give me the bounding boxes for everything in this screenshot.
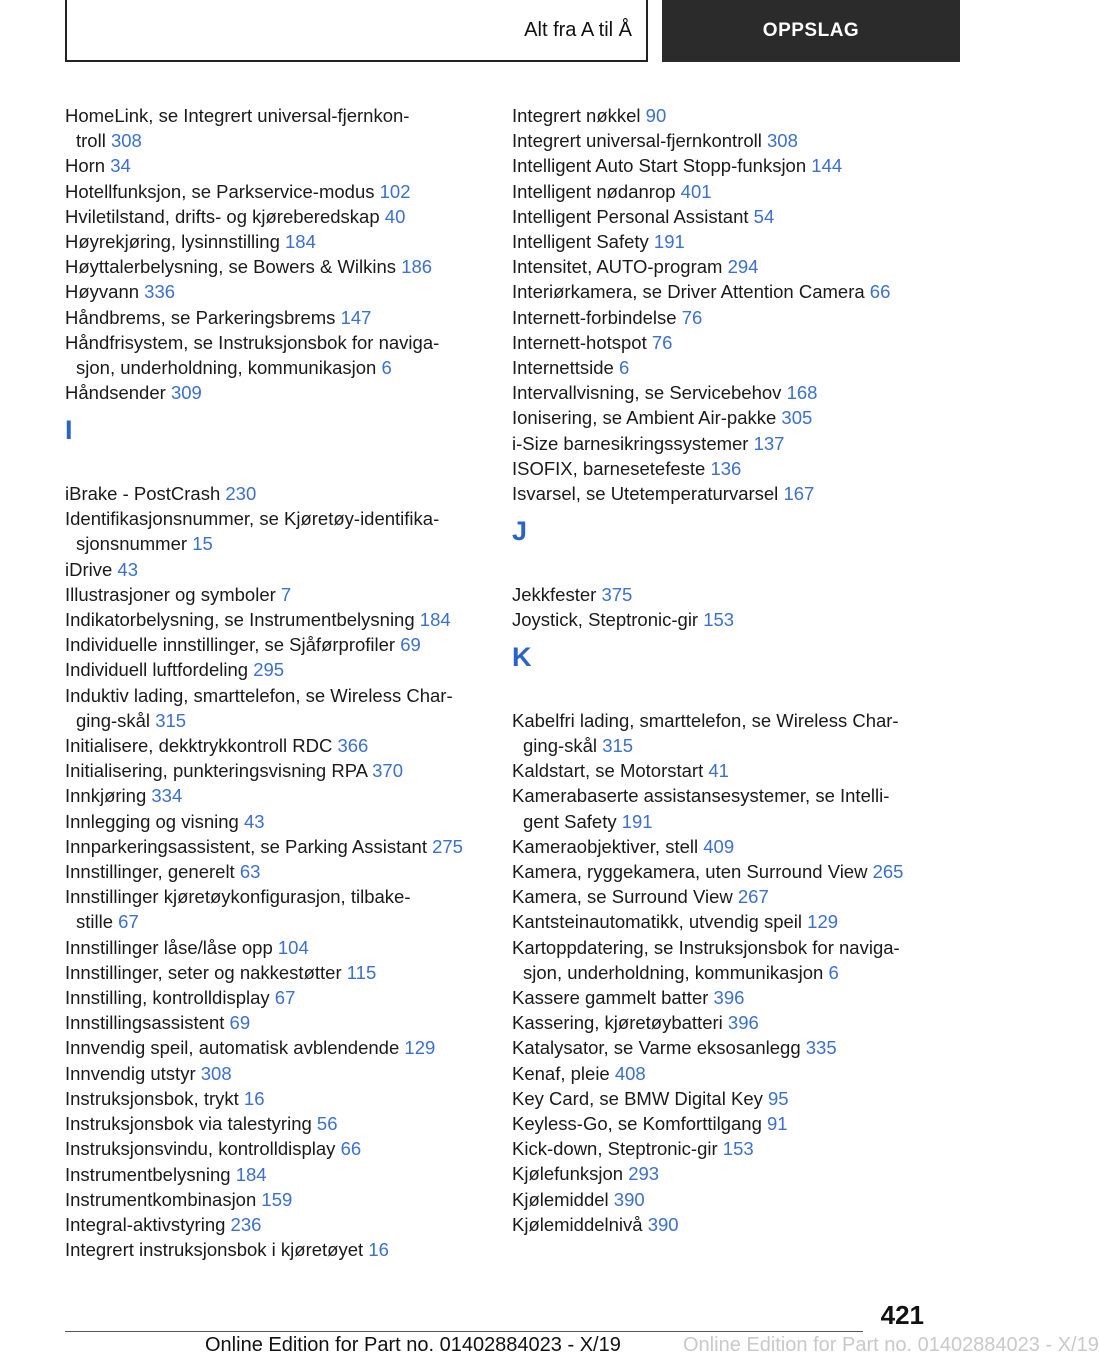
entry-term: Identifikasjonsnummer, se Kjøretøy-identifika- (65, 508, 440, 530)
entry-page-link[interactable]: 370 (372, 760, 403, 782)
entry-term: Innstillinger låse/låse opp (65, 936, 273, 958)
entry-term: Instrumentbelysning (65, 1163, 231, 1185)
entry-page-link[interactable]: 401 (680, 180, 712, 202)
entry-page-link[interactable]: 129 (404, 1037, 436, 1059)
entry-page-link[interactable]: 54 (753, 205, 775, 227)
entry-page-link[interactable]: 230 (225, 483, 257, 505)
entry-page-link[interactable]: 186 (401, 256, 433, 278)
index-entry[interactable] (65, 1187, 515, 1212)
entry-term: Intensitet, AUTO-program (512, 256, 723, 278)
index-entry[interactable] (65, 1111, 515, 1136)
entry-term: Kartoppdatering, se Instruksjonsbok for naviga- (512, 936, 900, 958)
entry-term: ISOFIX, barnesetefeste (512, 457, 706, 479)
entry-term: Innparkeringsassistent, se Parking Assistant (65, 835, 427, 857)
index-entry[interactable] (512, 1086, 962, 1111)
index-entry[interactable] (512, 1161, 962, 1186)
entry-page-link[interactable]: 336 (144, 281, 176, 303)
index-entry[interactable] (65, 1136, 515, 1161)
entry-page-link[interactable]: 115 (346, 961, 377, 983)
entry-page-link[interactable]: 267 (737, 886, 769, 908)
entry-page-link[interactable]: 144 (811, 155, 843, 177)
entry-term: Internett-forbindelse (512, 306, 677, 328)
entry-term: Kick-down, Steptronic-gir (512, 1138, 718, 1160)
entry-term: Innstillingsassistent (65, 1012, 225, 1034)
entry-page-link[interactable]: 315 (602, 735, 634, 757)
header-section-tab (65, 0, 648, 62)
entry-term: Håndbrems, se Parkeringsbrems (65, 306, 336, 328)
entry-term: Internettside (512, 357, 614, 379)
index-entry[interactable] (65, 330, 515, 380)
index-entry[interactable] (512, 153, 962, 178)
index-entry[interactable] (512, 405, 962, 430)
index-column-left (65, 103, 515, 1262)
entry-page-link[interactable]: 63 (239, 861, 261, 883)
entry-page-link[interactable]: 43 (117, 558, 138, 580)
index-entry[interactable] (65, 859, 515, 884)
index-letter-heading: I (65, 415, 73, 446)
index-entry[interactable] (512, 582, 962, 607)
entry-page-link[interactable]: 102 (379, 180, 411, 202)
index-entry[interactable] (512, 1136, 962, 1161)
entry-term: Individuell luftfordeling (65, 659, 249, 681)
entry-term: Indikatorbelysning, se Instrumentbelysning (65, 609, 415, 631)
entry-page-link[interactable]: 184 (235, 1163, 267, 1185)
entry-term: Instruksjonsvindu, kontrolldisplay (65, 1138, 336, 1160)
index-entry[interactable] (512, 128, 962, 153)
entry-term-continued: gent Safety (523, 810, 617, 832)
index-entry[interactable] (65, 733, 515, 758)
entry-page-link[interactable]: 136 (710, 457, 742, 479)
footer-divider (65, 1331, 863, 1332)
entry-page-link[interactable]: 309 (170, 382, 202, 404)
entry-term: Integrert nøkkel (512, 105, 641, 126)
entry-page-link[interactable]: 236 (230, 1213, 262, 1235)
header-chapter-tab (662, 0, 960, 62)
header-chapter-title: OPPSLAG (762, 20, 860, 41)
index-entry[interactable] (512, 909, 962, 934)
index-entry[interactable] (512, 935, 962, 985)
index-entry[interactable] (65, 279, 515, 304)
entry-term: Håndfrisystem, se Instruksjonsbok for naviga- (65, 331, 440, 353)
entry-page-link[interactable]: 6 (828, 961, 839, 983)
index-entry[interactable] (512, 1010, 962, 1035)
index-entry[interactable] (65, 1061, 515, 1086)
index-entry[interactable] (512, 305, 962, 330)
entry-page-link[interactable]: 275 (432, 835, 463, 857)
entry-term: Intelligent nødanrop (512, 180, 676, 202)
entry-term-continued: troll (76, 130, 106, 152)
entry-term: Innvendig speil, automatisk avblendende (65, 1037, 400, 1059)
index-entry[interactable] (512, 279, 962, 304)
entry-term: Initialisere, dekktrykkontroll RDC (65, 735, 333, 757)
entry-term-continued: sjon, underholdning, kommunikasjon (76, 357, 377, 379)
entry-term: Instruksjonsbok, trykt (65, 1087, 239, 1109)
entry-term: Innlegging og visning (65, 810, 239, 832)
entry-page-link[interactable]: 167 (783, 483, 815, 505)
entry-term: Kassere gammelt batter (512, 987, 709, 1009)
entry-term: Internett-hotspot (512, 331, 647, 353)
entry-page-link[interactable]: 76 (681, 306, 703, 328)
entry-term: iDrive (65, 558, 113, 580)
footer-edition-text: Online Edition for Part no. 01402884023 - X/19 (205, 1334, 621, 1356)
entry-page-link[interactable]: 147 (340, 306, 372, 328)
header-section-title: Alt fra A til Å (524, 18, 632, 41)
index-entry[interactable] (512, 380, 962, 405)
entry-page-link[interactable]: 16 (368, 1239, 389, 1261)
index-entry[interactable] (65, 254, 515, 279)
index-entry[interactable] (512, 330, 962, 355)
entry-term: Instrumentkombinasjon (65, 1188, 257, 1210)
entry-term-continued: sjonsnummer (76, 533, 188, 555)
index-entry[interactable] (65, 683, 515, 733)
entry-term: Innvendig utstyr (65, 1062, 196, 1084)
index-entry[interactable] (512, 1061, 962, 1086)
entry-term: Innstilling, kontrolldisplay (65, 987, 270, 1009)
index-entry[interactable] (65, 657, 515, 682)
index-entry[interactable] (65, 305, 515, 330)
index-entry[interactable] (65, 960, 515, 985)
entry-page-link[interactable]: 409 (703, 835, 735, 857)
entry-term: i-Size barnesikringssystemer (512, 432, 749, 454)
entry-page-link[interactable]: 375 (601, 583, 633, 605)
entry-term: Innkjøring (65, 785, 147, 807)
entry-term: Kjølemiddelnivå (512, 1213, 643, 1235)
entry-page-link[interactable]: 41 (708, 760, 729, 782)
entry-term: Kamerabaserte assistansesystemer, se Intelli- (512, 785, 890, 807)
entry-page-link[interactable]: 153 (722, 1138, 754, 1160)
entry-page-link[interactable]: 69 (400, 634, 421, 656)
entry-page-link[interactable]: 137 (753, 432, 785, 454)
index-entry[interactable] (65, 1212, 515, 1237)
entry-term: Integral-aktivstyring (65, 1213, 226, 1235)
entry-term: Kassering, kjøretøybatteri (512, 1012, 723, 1034)
entry-term: Innstillinger, seter og nakkestøtter (65, 961, 342, 983)
entry-page-link[interactable]: 6 (618, 357, 630, 379)
index-entry[interactable] (512, 607, 962, 632)
page-number: 421 (880, 1300, 924, 1330)
index-column-right (512, 103, 962, 1237)
entry-page-link[interactable]: 390 (613, 1188, 645, 1210)
entry-page-link[interactable]: 16 (243, 1087, 265, 1109)
entry-page-link[interactable]: 184 (285, 231, 316, 253)
entry-page-link[interactable]: 315 (155, 709, 187, 731)
entry-term: HomeLink, se Integrert universal-fjernkon- (65, 105, 410, 126)
entry-page-link[interactable]: 40 (384, 205, 406, 227)
index-entry[interactable] (512, 481, 962, 506)
index-entry[interactable] (65, 1035, 515, 1060)
entry-term: Intervallvisning, se Servicebehov (512, 382, 782, 404)
entry-term: Høyttalerbelysning, se Bowers & Wilkins (65, 256, 397, 278)
entry-page-link[interactable]: 191 (621, 810, 653, 832)
index-entry[interactable] (65, 179, 515, 204)
footer-watermark: Online Edition for Part no. 01402884023 - X/19 (683, 1334, 1099, 1356)
entry-term: Illustrasjoner og symboler (65, 583, 276, 605)
entry-term: Integrert instruksjonsbok i kjøretøyet (65, 1239, 364, 1261)
index-entry[interactable] (512, 179, 962, 204)
entry-page-link[interactable]: 67 (118, 911, 139, 933)
entry-term: Kamera, se Surround View (512, 886, 733, 908)
entry-page-link[interactable]: 335 (805, 1037, 837, 1059)
entry-page-link[interactable]: 67 (274, 987, 296, 1009)
entry-page-link[interactable]: 408 (614, 1062, 646, 1084)
entry-page-link[interactable]: 265 (872, 861, 904, 883)
entry-page-link[interactable]: 390 (647, 1213, 679, 1235)
entry-term-continued: sjon, underholdning, kommunikasjon (523, 961, 824, 983)
entry-term: Kabelfri lading, smarttelefon, se Wireless Char- (512, 709, 899, 731)
entry-page-link[interactable]: 69 (229, 1012, 251, 1034)
entry-page-link[interactable]: 43 (243, 810, 265, 832)
index-entry[interactable] (65, 985, 515, 1010)
entry-term: Isvarsel, se Utetemperaturvarsel (512, 483, 779, 505)
entry-term: Høyvann (65, 281, 140, 303)
index-entry[interactable] (512, 758, 962, 783)
entry-term: Instruksjonsbok via talestyring (65, 1113, 312, 1135)
index-entry[interactable] (65, 582, 515, 607)
entry-term: Kantsteinautomatikk, utvendig speil (512, 911, 803, 933)
index-entry[interactable] (65, 380, 515, 405)
index-entry[interactable] (512, 229, 962, 254)
entry-page-link[interactable]: 95 (768, 1087, 789, 1109)
index-entry[interactable] (65, 935, 515, 960)
entry-term: Kameraobjektiver, stell (512, 835, 699, 857)
index-entry[interactable] (512, 834, 962, 859)
entry-term: Joystick, Steptronic-gir (512, 609, 699, 631)
index-entry[interactable] (65, 632, 515, 657)
index-entry[interactable] (512, 254, 962, 279)
entry-term: Kenaf, pleie (512, 1062, 610, 1084)
entry-page-link[interactable]: 191 (653, 231, 685, 253)
entry-term: Kaldstart, se Motorstart (512, 760, 704, 782)
entry-term: Høyrekjøring, lysinnstilling (65, 231, 280, 253)
entry-term: Ionisering, se Ambient Air-pakke (512, 407, 777, 429)
entry-page-link[interactable]: 366 (337, 735, 369, 757)
index-entry[interactable] (512, 1111, 962, 1136)
entry-page-link[interactable]: 66 (869, 281, 891, 303)
index-entry[interactable] (512, 103, 962, 128)
index-entry[interactable] (512, 859, 962, 884)
index-entry[interactable] (512, 985, 962, 1010)
entry-term: Interiørkamera, se Driver Attention Camera (512, 281, 865, 303)
entry-page-link[interactable]: 129 (807, 911, 839, 933)
entry-term: Innstillinger, generelt (65, 861, 235, 883)
index-entry[interactable] (65, 204, 515, 229)
entry-page-link[interactable]: 184 (419, 609, 451, 631)
entry-term: Keyless-Go, se Komforttilgang (512, 1113, 762, 1135)
entry-term: Kjølemiddel (512, 1188, 609, 1210)
entry-page-link[interactable]: 168 (786, 382, 818, 404)
entry-page-link[interactable]: 15 (192, 533, 213, 555)
index-entry[interactable] (65, 783, 515, 808)
index-entry[interactable] (512, 708, 962, 758)
entry-term: iBrake - PostCrash (65, 483, 221, 505)
entry-term: Kjølefunksjon (512, 1163, 624, 1185)
entry-page-link[interactable]: 56 (316, 1113, 338, 1135)
entry-term: Key Card, se BMW Digital Key (512, 1087, 763, 1109)
entry-page-link[interactable]: 294 (727, 256, 759, 278)
index-entry[interactable] (512, 1187, 962, 1212)
entry-term: Innstillinger kjøretøykonfigurasjon, tilbake- (65, 886, 411, 908)
entry-term: Individuelle innstillinger, se Sjåførprofiler (65, 634, 396, 656)
entry-page-link[interactable]: 7 (280, 583, 292, 605)
entry-term: Håndsender (65, 382, 166, 404)
entry-term: Kamera, ryggekamera, uten Surround View (512, 861, 868, 883)
index-entry[interactable] (512, 456, 962, 481)
entry-term: Intelligent Safety (512, 231, 649, 253)
index-entry[interactable] (512, 355, 962, 380)
entry-page-link[interactable]: 396 (727, 1012, 759, 1034)
index-letter-heading: J (512, 515, 528, 546)
entry-term: Hviletilstand, drifts- og kjøreberedskap (65, 205, 380, 227)
entry-term: Integrert universal-fjernkontroll (512, 130, 762, 152)
entry-page-link[interactable]: 6 (381, 357, 392, 379)
entry-page-link[interactable]: 91 (767, 1113, 788, 1135)
entry-term: Intelligent Personal Assistant (512, 205, 749, 227)
index-entry[interactable] (65, 1086, 515, 1111)
index-entry[interactable] (65, 557, 515, 582)
index-entry[interactable] (65, 481, 515, 506)
index-entry[interactable] (65, 1010, 515, 1035)
entry-page-link[interactable]: 153 (703, 609, 735, 631)
entry-page-link[interactable]: 308 (110, 130, 142, 152)
index-entry[interactable] (65, 1237, 515, 1262)
index-entry[interactable] (65, 1162, 515, 1187)
index-entry[interactable] (512, 1035, 962, 1060)
index-entry[interactable] (65, 809, 515, 834)
entry-term: Intelligent Auto Start Stopp-funksjon (512, 155, 807, 177)
index-entry[interactable] (65, 834, 515, 859)
index-entry[interactable] (65, 607, 515, 632)
entry-page-link[interactable]: 295 (253, 659, 285, 681)
index-entry[interactable] (512, 431, 962, 456)
entry-term: Induktiv lading, smarttelefon, se Wireless Char- (65, 684, 453, 706)
entry-page-link[interactable]: 66 (340, 1138, 362, 1160)
index-entry[interactable] (65, 103, 515, 153)
entry-term-continued: stille (76, 911, 114, 933)
entry-term: Hotellfunksjon, se Parkservice-modus (65, 180, 375, 202)
entry-page-link[interactable]: 104 (277, 936, 309, 958)
index-letter-heading: K (512, 641, 532, 672)
entry-term: Horn (65, 155, 106, 177)
index-entry[interactable] (512, 783, 962, 833)
entry-page-link[interactable]: 308 (767, 130, 798, 152)
entry-page-link[interactable]: 293 (628, 1163, 660, 1185)
entry-page-link[interactable]: 305 (781, 407, 813, 429)
entry-page-link[interactable]: 396 (713, 987, 745, 1009)
entry-page-link[interactable]: 334 (151, 785, 183, 807)
entry-term: Initialisering, punkteringsvisning RPA (65, 760, 367, 782)
entry-page-link[interactable]: 34 (110, 155, 131, 177)
index-entry[interactable] (65, 758, 515, 783)
index-entry[interactable] (512, 884, 962, 909)
index-entry[interactable] (65, 884, 515, 934)
entry-term: Jekkfester (512, 583, 597, 605)
entry-page-link[interactable]: 90 (645, 105, 667, 126)
entry-term-continued: ging-skål (523, 735, 598, 757)
index-entry[interactable] (512, 1212, 962, 1237)
entry-term-continued: ging-skål (76, 709, 151, 731)
entry-page-link[interactable]: 308 (200, 1062, 232, 1084)
index-entry[interactable] (65, 229, 515, 254)
index-entry[interactable] (65, 506, 515, 556)
entry-page-link[interactable]: 76 (651, 331, 673, 353)
index-entry[interactable] (512, 204, 962, 229)
index-entry[interactable] (65, 153, 515, 178)
entry-page-link[interactable]: 159 (261, 1188, 293, 1210)
entry-term: Katalysator, se Varme eksosanlegg (512, 1037, 801, 1059)
